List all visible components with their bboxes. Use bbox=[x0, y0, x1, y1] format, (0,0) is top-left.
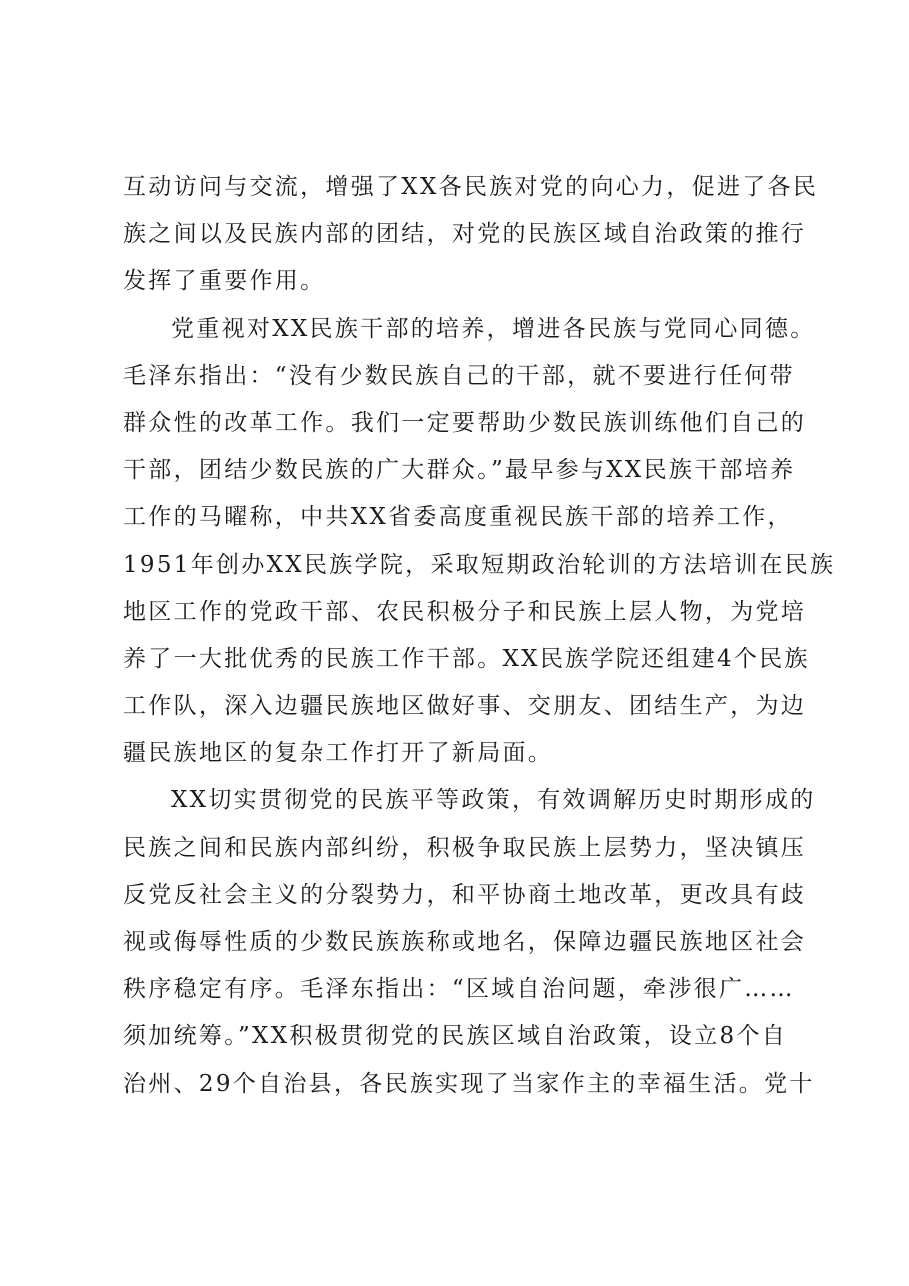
text-line: 发挥了重要作用。 bbox=[123, 268, 326, 295]
text-line: 群众性的改革工作。我们一定要帮助少数民族训练他们自己的 bbox=[123, 409, 807, 436]
text-line: 1951年创办XX民族学院，采取短期政治轮训的方法培训在民族 bbox=[123, 551, 836, 578]
text-line: 疆民族地区的复杂工作打开了新局面。 bbox=[123, 740, 554, 767]
text-line: 工作的马曜称，中共XX省委高度重视民族干部的培养工作， bbox=[123, 504, 793, 531]
text-line: 地区工作的党政干部、农民积极分子和民族上层人物，为党培 bbox=[123, 598, 807, 625]
body-text bbox=[123, 164, 836, 1108]
text-line: 治州、29个自治县，各民族实现了当家作主的幸福生活。党十 bbox=[123, 1070, 815, 1097]
text-line: 干部，团结少数民族的广大群众。”最早参与XX民族干部培养 bbox=[123, 457, 796, 484]
text-line: 秩序稳定有序。毛泽东指出：“区域自治问题，牵涉很广…… bbox=[123, 976, 795, 1003]
paragraph-start-line: XX切实贯彻党的民族平等政策，有效调解历史时期形成的 bbox=[171, 787, 816, 814]
text-line: 民族之间和民族内部纠纷，积极争取民族上层势力，坚决镇压 bbox=[123, 834, 807, 861]
text-line: 工作队，深入边疆民族地区做好事、交朋友、团结生产，为边 bbox=[123, 693, 807, 720]
text-line: 反党反社会主义的分裂势力，和平协商土地改革，更改具有歧 bbox=[123, 881, 807, 908]
text-line: 互动访问与交流，增强了XX各民族对党的向心力，促进了各民 bbox=[123, 174, 819, 200]
text-line: 毛泽东指出：“没有少数民族自己的干部，就不要进行任何带 bbox=[123, 362, 795, 389]
text-line: 须加统筹。”XX积极贯彻党的民族区域自治政策，设立8个自 bbox=[123, 1023, 788, 1050]
text-line: 视或侮辱性质的少数民族族称或地名，保障边疆民族地区社会 bbox=[123, 929, 807, 955]
text-line: 养了一大批优秀的民族工作干部。XX民族学院还组建4个民族 bbox=[123, 645, 810, 672]
paragraph-start-line: 党重视对XX民族干部的培养，增进各民族与党同心同德。 bbox=[171, 315, 816, 342]
text-line: 族之间以及民族内部的团结，对党的民族区域自治政策的推行 bbox=[123, 221, 807, 248]
